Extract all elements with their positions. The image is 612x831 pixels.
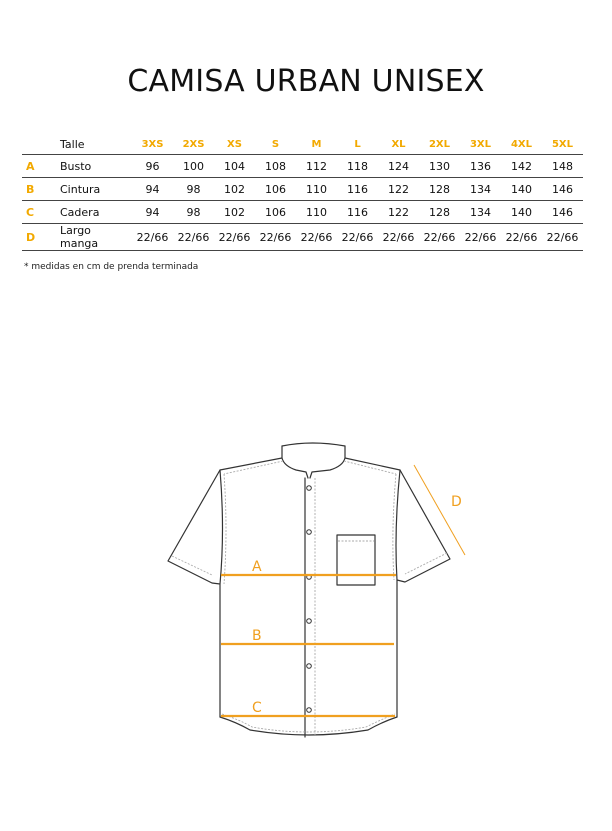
cell: 110 <box>296 201 337 224</box>
page-title: CAMISA URBAN UNISEX <box>127 64 485 99</box>
cell: 94 <box>132 178 173 201</box>
button-icon <box>307 619 312 624</box>
cell: 108 <box>255 155 296 178</box>
cell: 22/66 <box>542 224 583 251</box>
label-a: A <box>252 559 262 575</box>
cell: 146 <box>542 201 583 224</box>
cell: 140 <box>501 178 542 201</box>
label-b: B <box>252 628 262 644</box>
label-d: D <box>451 494 462 510</box>
row-letter: C <box>22 201 60 224</box>
button-icons <box>307 486 312 713</box>
size-m: M <box>311 138 322 150</box>
cell: 104 <box>214 155 255 178</box>
size-4xl: 4XL <box>510 138 533 150</box>
cell: 140 <box>501 201 542 224</box>
row-label: Cintura <box>60 178 132 201</box>
cell: 22/66 <box>173 224 214 251</box>
measure-labels <box>252 494 462 716</box>
size-s: S <box>271 138 280 150</box>
size-2xl: 2XL <box>428 138 451 150</box>
measurement-note: * medidas en cm de prenda terminada <box>24 262 199 272</box>
cell: 22/66 <box>296 224 337 251</box>
cell: 94 <box>132 201 173 224</box>
row-label: Largo manga <box>60 224 132 251</box>
row-label: Busto <box>60 155 132 178</box>
shirt-stitching <box>172 461 447 735</box>
size-3xl: 3XL <box>469 138 492 150</box>
size-3xs: 3XS <box>141 138 164 150</box>
cell: 22/66 <box>501 224 542 251</box>
cell: 102 <box>214 201 255 224</box>
cell: 22/66 <box>255 224 296 251</box>
button-icon <box>307 530 312 535</box>
cell: 146 <box>542 178 583 201</box>
cell: 148 <box>542 155 583 178</box>
cell: 100 <box>173 155 214 178</box>
button-icon <box>307 664 312 669</box>
cell: 112 <box>296 155 337 178</box>
cell: 96 <box>132 155 173 178</box>
header-label: Talle <box>60 137 85 151</box>
cell: 22/66 <box>214 224 255 251</box>
size-2xs: 2XS <box>182 138 205 150</box>
cell: 110 <box>296 178 337 201</box>
cell: 22/66 <box>419 224 460 251</box>
cell: 128 <box>419 201 460 224</box>
cell: 130 <box>419 155 460 178</box>
cell: 98 <box>173 201 214 224</box>
cell: 124 <box>378 155 419 178</box>
cell: 122 <box>378 178 419 201</box>
cell: 106 <box>255 178 296 201</box>
cell: 102 <box>214 178 255 201</box>
cell: 116 <box>337 178 378 201</box>
cell: 136 <box>460 155 501 178</box>
button-icon <box>307 486 312 491</box>
cell: 116 <box>337 201 378 224</box>
cell: 22/66 <box>337 224 378 251</box>
cell: 134 <box>460 178 501 201</box>
cell: 98 <box>173 178 214 201</box>
row-letter: B <box>22 178 60 201</box>
cell: 22/66 <box>378 224 419 251</box>
size-5xl: 5XL <box>551 138 574 150</box>
cell: 142 <box>501 155 542 178</box>
label-c: C <box>252 700 262 716</box>
row-label: Cadera <box>60 201 132 224</box>
cell: 106 <box>255 201 296 224</box>
cell: 122 <box>378 201 419 224</box>
cell: 22/66 <box>132 224 173 251</box>
size-xl: XL <box>391 138 406 150</box>
cell: 134 <box>460 201 501 224</box>
size-xs: XS <box>227 138 242 150</box>
cell: 128 <box>419 178 460 201</box>
row-letter: A <box>22 155 60 178</box>
row-letter: D <box>22 224 60 251</box>
cell: 118 <box>337 155 378 178</box>
measure-lines <box>221 575 396 716</box>
size-l: L <box>354 138 361 150</box>
cell: 22/66 <box>460 224 501 251</box>
button-icon <box>307 708 312 713</box>
